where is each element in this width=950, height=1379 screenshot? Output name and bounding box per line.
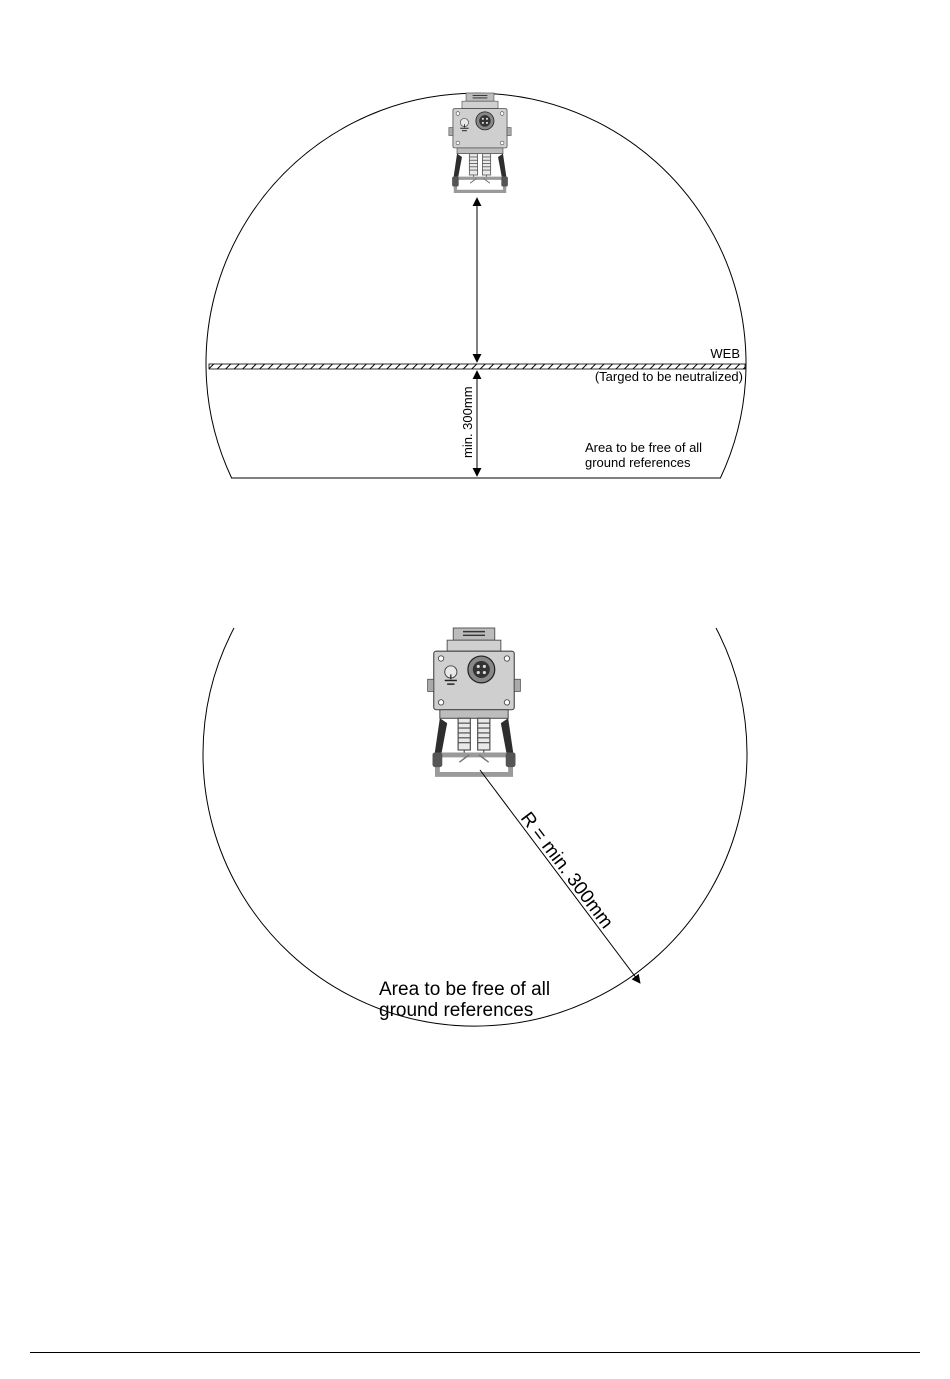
web-sublabel: (Targed to be neutralized) [594, 369, 743, 384]
footer-rule [30, 1352, 920, 1353]
web-label: WEB [710, 346, 740, 361]
bottom-area-line-1: Area to be free of all [379, 979, 551, 1000]
bottom-diagram [203, 628, 747, 1026]
bottom-area-line-2: ground references [379, 1000, 534, 1021]
top-area-line-2: ground references [585, 455, 691, 470]
ionizer-device-top [449, 93, 511, 191]
radius-label: R = min. 300mm [516, 808, 617, 933]
top-diagram [206, 93, 746, 478]
ionizer-device-bottom [428, 628, 521, 774]
distance-label: min. 300mm [460, 386, 475, 458]
top-area-line-1: Area to be free of all [585, 440, 703, 455]
